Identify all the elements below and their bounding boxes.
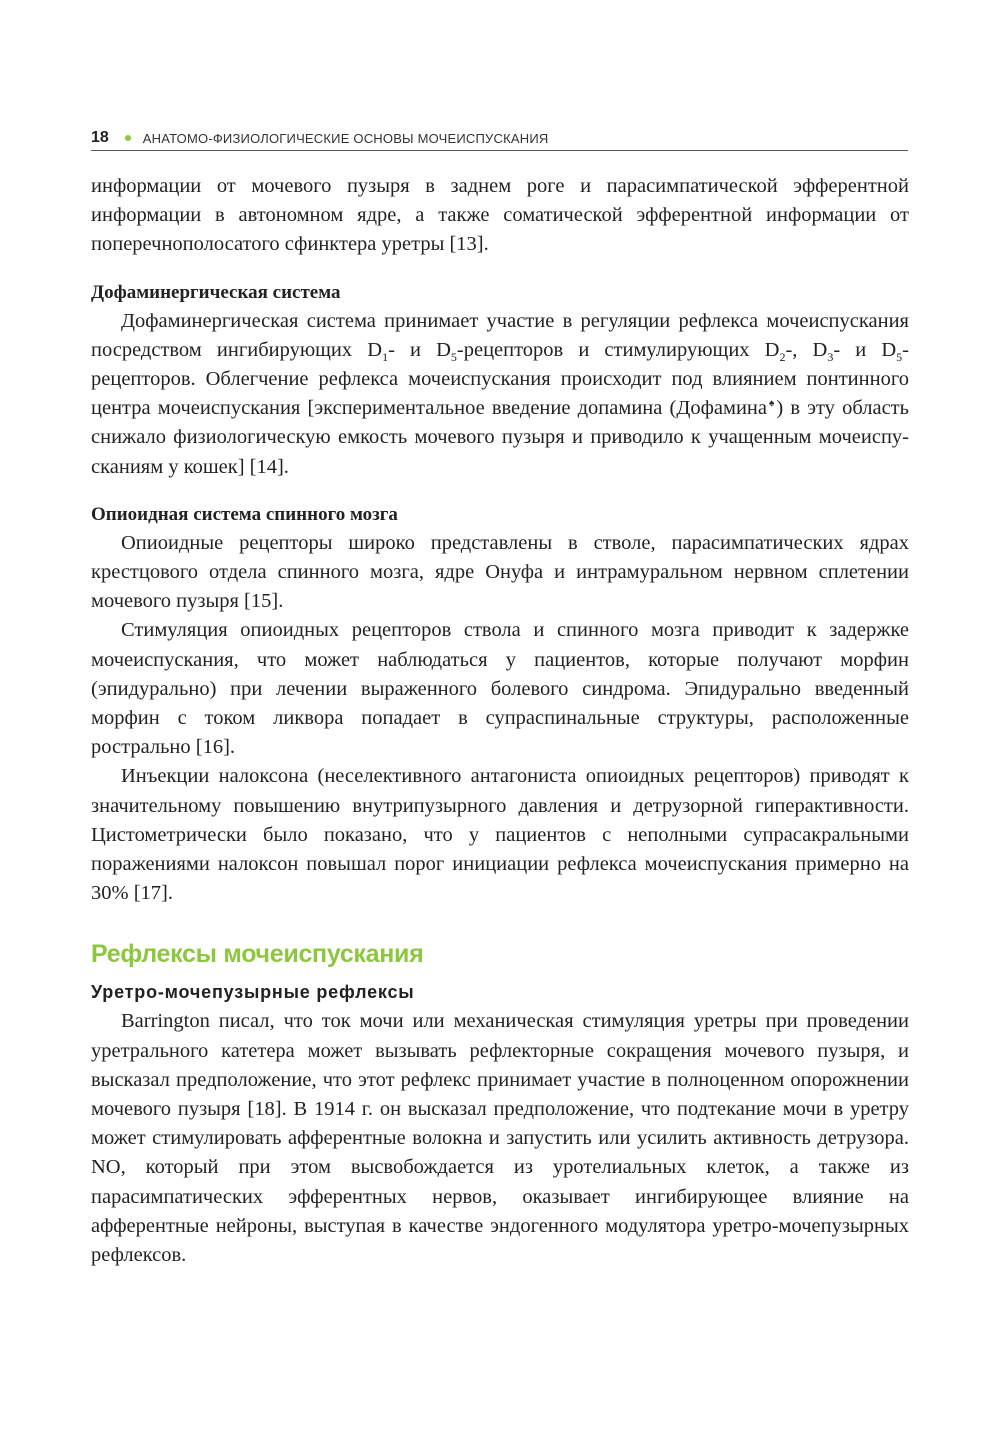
reflexes-paragraph: Barrington писал, что ток мочи или механическая стимуляция уретры при проведении уретрального катетера может вызывать рефлекторные сокращения мочевого пузыря, и высказал предположение, что этот рефлекс принимает участие в полноценном опорожнении мочевого пузыря [18]. В 1914 г. он высказал предположение, что подтекание мочи в уретру может стимулировать афферентные волокна и запустить или усилить активность детрузора. NO, который при этом высвобождается из уротелиальных клеток, а также из парасимпатических эфферентных нервов, оказывает ингибирующее влияние на афферентные нейроны, выступая в качестве эндогенного модулятора уретро-мочепузырных рефлексов. (91, 1010, 909, 1267)
opioid-heading: Опиоидная система спинного мозга (91, 503, 398, 525)
opioid-paragraph-1: Опиоидные рецепторы широко представлены в стволе, парасимпатических ядрах крестцового отдела спинного мозга, ядре Онуфа и интрамуральном нервном сплетении мочевого пузыря [15]. (91, 531, 909, 613)
running-header (91, 126, 908, 151)
bullet-icon (125, 135, 131, 141)
intro-paragraph: информации от мочевого пузыря в заднем роге и парасимпатической эфферентной информации в автономном ядре, а также соматической эфферентной информации от поперечнополосатого сфинктера уретры [13]. (91, 175, 909, 256)
urethro-vesical-heading: Уретро-мочепузырные рефлексы (91, 982, 415, 1003)
opioid-paragraph-2: Стимуляция опиоидных рецепторов ствола и спинного мозга приводит к задержке мочеиспускания, что может наблюдаться у пациентов, которые получают морфин (эпидурально) при лечении выраженного болевого синдрома. Эпидурально введенный морфин с током ликвора попадает в супраспинальные структуры, расположенные рострально [16]. (91, 619, 909, 759)
chapter-title: АНАТОМО-ФИЗИОЛОГИЧЕСКИЕ ОСНОВЫ МОЧЕИСПУСКАНИЯ (142, 130, 549, 146)
page-number: 18 (91, 129, 109, 146)
dopamine-paragraph: Дофаминергическая система принимает участие в регуляции рефлекса мочеиспускания посредством ингибирующих $D_1-$ и $D_5$-рецепторов и стимулирующих $D_2-$, $D_3-$ и $D_5$-рецепторов. Облегчение рефлекса мочеиспускания происходит под влиянием понтинного центра мочеиспускания [экспериментальное введение допамина (Дофамина♠) в эту область снижало физиологическую емкость мочевого пузыря и приводило к учащенным мочеиспусканиям у кошек] [14]. (91, 309, 909, 478)
page-body (91, 172, 909, 1270)
opioid-paragraph-3: Инъекции налоксона (неселективного антагониста опиоидных рецепторов) приводят к значительному повышению внутрипузырного давления и детрузорной гиперактивности. Цистометрически было показано, что у пациентов с неполными супрасакральными поражениями налоксон повышал порог инициации рефлекса мочеиспускания примерно на 30% [17]. (91, 765, 909, 905)
dopamine-heading: Дофаминергическая система (91, 281, 341, 303)
section-heading-reflexes: Рефлексы мочеиспускания (91, 940, 424, 969)
